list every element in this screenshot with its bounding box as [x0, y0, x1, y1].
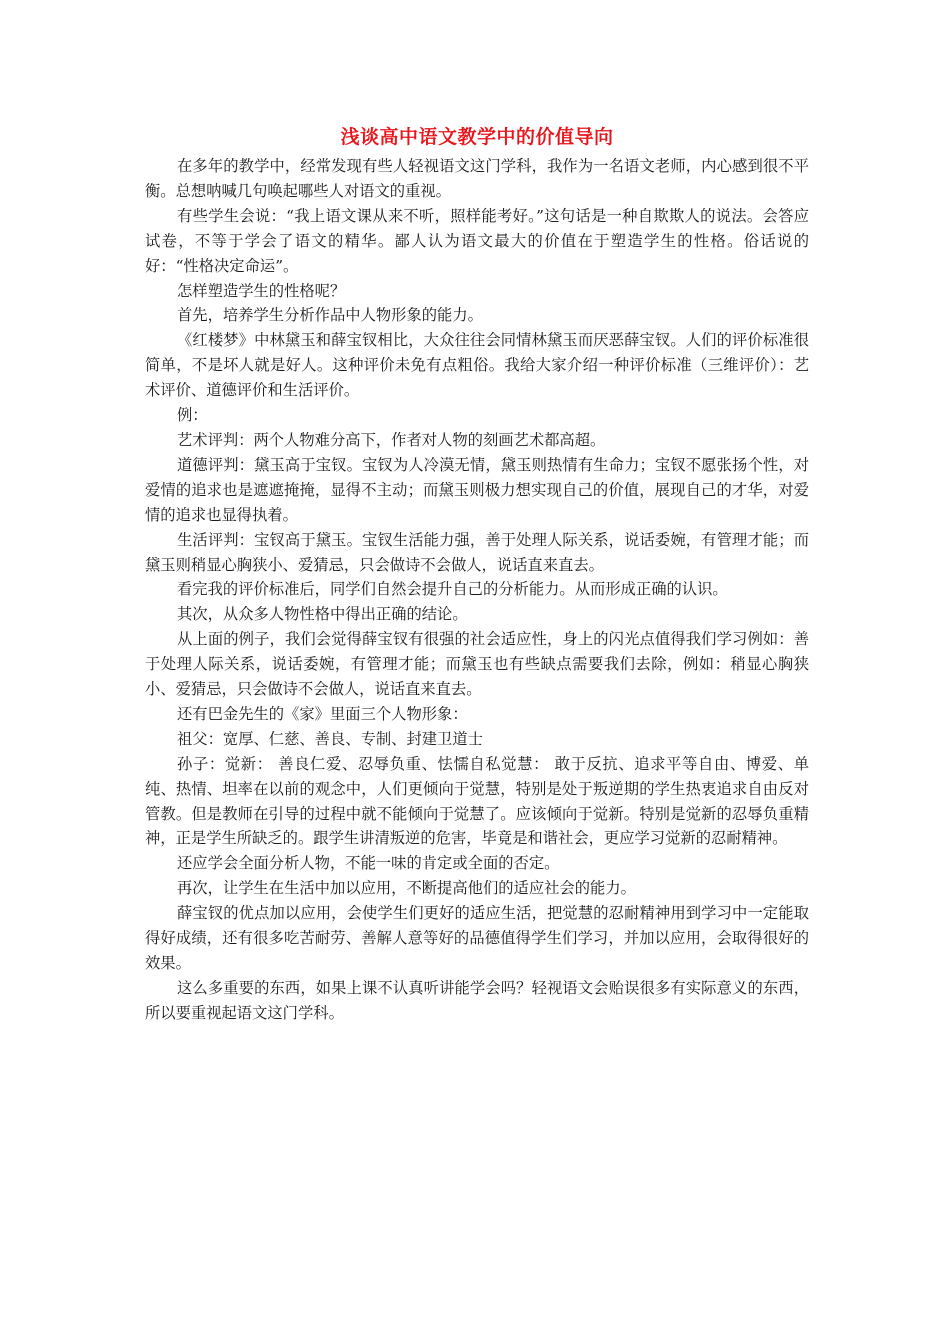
- document-body: [145, 122, 809, 1026]
- paragraph-2: 有些学生会说：“我上语文课从来不听，照样能考好。”这句话是一种自欺欺人的说法。会答应试卷，不等于学会了语文的精华。鄙人认为语文最大的价值在于塑造学生的性格。俗话说的好：“性格决定命运”。: [145, 206, 809, 275]
- paragraph-18: 薛宝钗的优点加以应用，会使学生们更好的适应生活，把觉慧的忍耐精神用到学习中一定能取得好成绩，还有很多吃苦耐劳、善解人意等好的品德值得学生们学习，并加以应用，会取得很好的效果。: [145, 904, 809, 972]
- paragraph-6: 例：: [177, 406, 208, 425]
- paragraph-12: 从上面的例子，我们会觉得薛宝钗有很强的社会适应性，身上的闪光点值得我们学习例如：善于处理人际关系，说话委婉，有管理才能；而黛玉也有些缺点需要我们去除，例如：稍显心胸狭小、爱猜忌，只会做诗不会做人，说话直来直去。: [145, 630, 809, 699]
- paragraph-15: 孙子：觉新： 善良仁爱、忍辱负重、怯懦自私觉慧： 敢于反抗、追求平等自由、博爱、单纯、热情、坦率在以前的观念中，人们更倾向于觉慧，特别是处于叛逆期的学生热衷追求自由反对管教。但是教师在引导的过程中就不能倾向于觉慧了。应该倾向于觉新。特别是觉新的忍辱负重精神，正是学生所缺乏的。跟学生讲清叛逆的危害，毕竟是和谐社会，更应学习觉新的忍耐精神。: [145, 754, 809, 848]
- paragraph-11: 其次，从众多人物性格中得出正确的结论。: [177, 605, 468, 624]
- paragraph-7: 艺术评判：两个人物难分高下，作者对人物的刻画艺术都高超。: [177, 430, 606, 449]
- document-title: 浅谈高中语文教学中的价值导向: [340, 126, 614, 148]
- paragraph-17: 再次，让学生在生活中加以应用，不断提高他们的适应社会的能力。: [177, 879, 636, 898]
- paragraph-5: 《红楼梦》中林黛玉和薛宝钗相比，大众往往会同情林黛玉而厌恶薛宝钗。人们的评价标准很简单，不是坏人就是好人。这种评价未免有点粗俗。我给大家介绍一种评价标准（三维评价）：艺术评价、道德评价和生活评价。: [145, 331, 809, 400]
- paragraph-8: 道德评判：黛玉高于宝钗。宝钗为人冷漠无情，黛玉则热情有生命力；宝钗不愿张扬个性，对爱情的追求也是遮遮掩掩，显得不主动；而黛玉则极力想实现自己的价值，展现自己的才华，对爱情的追求也显得执着。: [145, 455, 809, 524]
- paragraph-1: 在多年的教学中，经常发现有些人轻视语文这门学科，我作为一名语文老师，内心感到很不平衡。总想呐喊几句唤起哪些人对语文的重视。: [145, 157, 809, 200]
- paragraph-9: 生活评判：宝钗高于黛玉。宝钗生活能力强，善于处理人际关系，说话委婉，有管理才能；而黛玉则稍显心胸狭小、爱猜忌，只会做诗不会做人，说话直来直去。: [145, 530, 809, 574]
- paragraph-13: 还有巴金先生的《家》里面三个人物形象：: [177, 704, 468, 723]
- paragraph-3: 怎样塑造学生的性格呢？: [177, 281, 346, 300]
- paragraph-4: 首先，培养学生分析作品中人物形象的能力。: [177, 306, 483, 325]
- paragraph-16: 还应学会全面分析人物，不能一味的肯定或全面的否定。: [177, 854, 560, 873]
- paragraph-10: 看完我的评价标准后，同学们自然会提升自己的分析能力。从而形成正确的认识。: [177, 580, 728, 599]
- paragraph-19: 这么多重要的东西，如果上课不认真听讲能学会吗？轻视语文会贻误很多有实际意义的东西，所以要重视起语文这门学科。: [145, 978, 809, 1022]
- paragraph-14: 祖父：宽厚、仁慈、善良、专制、封建卫道士: [177, 729, 483, 748]
